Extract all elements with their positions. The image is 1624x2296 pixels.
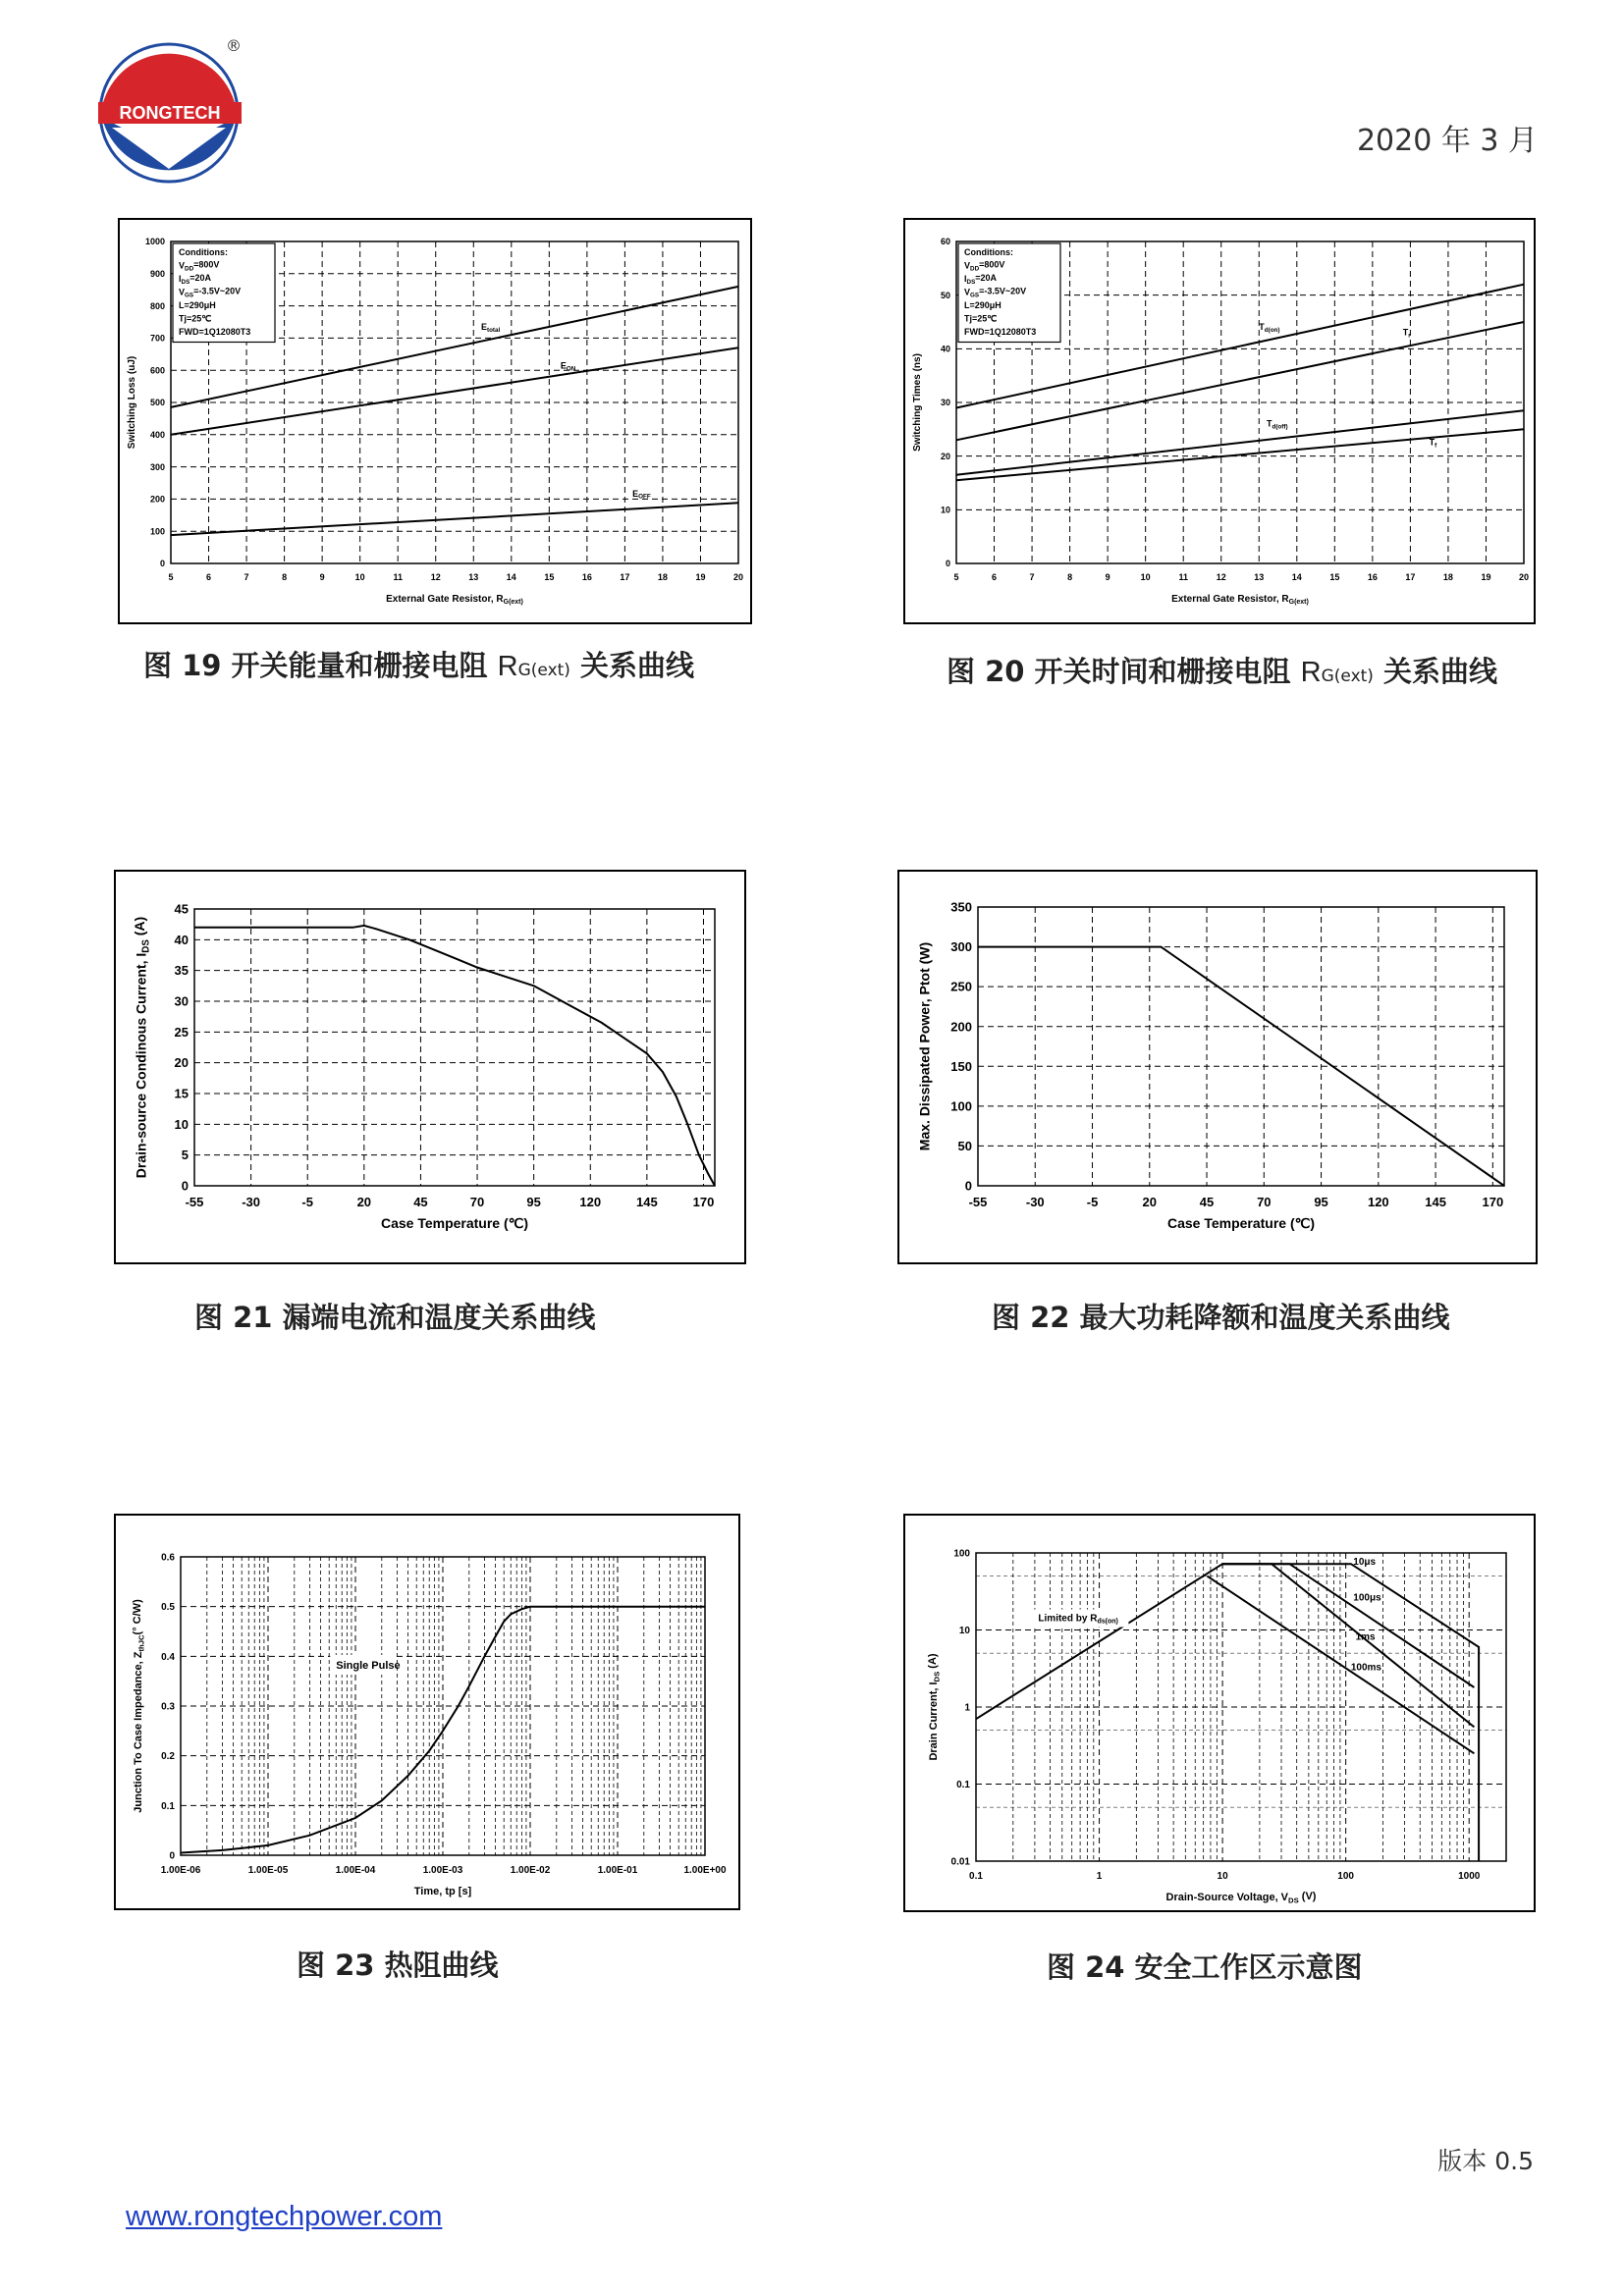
fig21-series-line-0 — [194, 926, 715, 1186]
fig20-condition-line-sub: DS — [966, 278, 976, 286]
fig20-xtick-label: 10 — [1140, 572, 1151, 582]
fig20-condition-line-suffix: =800V — [979, 259, 1005, 270]
fig19-ytick-label: 900 — [149, 268, 165, 279]
fig20-series-line-3 — [956, 429, 1524, 480]
fig22-ytick-label: 200 — [950, 1019, 972, 1035]
figure-23-chart — [114, 1514, 740, 1910]
fig19-series-label-2-sub: OFF — [638, 493, 651, 501]
fig23-ytick-label: 0.1 — [161, 1800, 175, 1812]
fig24-ylabel-main: Drain Current, I — [928, 1682, 940, 1761]
fig24-series-label-1-main: 10μs — [1353, 1557, 1377, 1569]
fig19-xtick-label: 12 — [430, 572, 441, 582]
fig21-ytick-label: 20 — [174, 1055, 189, 1071]
fig20-ytick-label: 10 — [940, 505, 950, 515]
fig21-xtick-label: 145 — [636, 1195, 658, 1209]
fig21-xtick-label: 95 — [526, 1195, 541, 1209]
fig19-xlabel-sub: G(ext) — [503, 599, 523, 607]
fig19-xtick-label: 5 — [168, 572, 174, 582]
fig24-xlabel — [1166, 1891, 1317, 1904]
fig22-xtick-label: -5 — [1086, 1195, 1099, 1209]
fig20-xtick-label: 11 — [1178, 572, 1188, 582]
fig19-condition-line-main: L=290μH — [179, 300, 216, 310]
fig20-xtick-label: 5 — [953, 572, 959, 582]
fig24-series-line-3 — [1222, 1564, 1474, 1727]
fig20-condition-line-sub: DD — [970, 265, 980, 273]
fig19-condition-line — [179, 247, 228, 257]
fig19-xtick-label: 8 — [282, 572, 288, 582]
fig21-ytick-label: 5 — [181, 1148, 189, 1163]
fig21-xlabel — [381, 1215, 528, 1231]
fig19-xtick-label: 14 — [506, 572, 516, 582]
fig20-series-label-3 — [1430, 438, 1438, 450]
fig20-series-label-2-main: T — [1266, 418, 1272, 429]
logo-mark — [98, 29, 245, 187]
fig23-xtick-label: 1.00E-04 — [335, 1865, 376, 1876]
fig24-annotation-main: Limited by R — [1038, 1613, 1098, 1625]
fig22-ytick-label: 150 — [950, 1058, 972, 1074]
fig21-xtick-label: -55 — [185, 1195, 204, 1209]
fig19-series-line-1 — [171, 347, 738, 435]
fig21-xtick-label: -30 — [242, 1195, 261, 1209]
fig19-xtick-label: 9 — [319, 572, 325, 582]
fig19-xtick-label: 17 — [620, 572, 630, 582]
fig21-xtick-label: 70 — [469, 1195, 485, 1209]
fig19-condition-line-sub: GS — [185, 292, 194, 299]
fig21-ytick-label: 40 — [174, 932, 189, 947]
fig19-xtick-label: 20 — [732, 572, 744, 582]
figure-20-chart — [903, 218, 1536, 624]
figure-21-svg — [116, 872, 744, 1262]
fig19-condition-line-sub: DS — [181, 278, 190, 286]
fig20-xtick-label: 9 — [1105, 572, 1110, 582]
fig23-ylabel — [132, 1599, 145, 1813]
fig24-xtick-label: 0.1 — [969, 1871, 983, 1882]
fig20-xlabel — [1171, 594, 1309, 606]
fig19-xtick-label: 19 — [695, 572, 706, 582]
fig19-xtick-label: 11 — [393, 572, 403, 582]
fig21-ytick-label: 10 — [174, 1116, 189, 1132]
fig22-xtick-label: -30 — [1025, 1195, 1045, 1209]
fig24-series-label-2-main: 100μs — [1353, 1592, 1381, 1604]
fig19-xtick-label: 16 — [581, 572, 592, 582]
fig21-ytick-label: 30 — [174, 993, 189, 1009]
fig21-xtick-label: 120 — [579, 1195, 602, 1209]
fig19-ytick-label: 700 — [149, 333, 165, 344]
fig22-xlabel — [1167, 1215, 1315, 1231]
fig19-ytick-label: 300 — [149, 461, 165, 472]
fig21-xtick-label: -5 — [301, 1195, 313, 1209]
fig19-ytick-label: 600 — [149, 365, 165, 376]
fig24-ytick-label: 0.1 — [956, 1780, 970, 1790]
fig24-xtick-label: 1000 — [1458, 1871, 1481, 1882]
fig23-ytick-label: 0.3 — [161, 1701, 175, 1713]
fig21-ytick-label: 15 — [174, 1086, 189, 1101]
figure-24-caption: 图 24 安全工作区示意图 — [1047, 1950, 1363, 1984]
fig22-xtick-label: 145 — [1425, 1195, 1446, 1209]
fig23-ytick-label: 0.2 — [161, 1751, 175, 1763]
fig19-series-label-0-sub: total — [486, 327, 501, 335]
fig19-series-line-2 — [171, 503, 738, 535]
fig24-ytick-label: 10 — [958, 1626, 970, 1636]
fig23-xtick-label: 1.00E-05 — [247, 1865, 289, 1876]
fig19-series-label-2 — [632, 489, 651, 501]
figure-23-svg — [116, 1516, 738, 1908]
fig20-xtick-label: 17 — [1405, 572, 1416, 582]
fig22-ylabel-main: Max. Dissipated Power, Ptot (W) — [916, 941, 933, 1151]
fig22-ytick-label: 100 — [950, 1098, 972, 1114]
fig23-grid — [181, 1557, 705, 1855]
fig22-xtick-label: 120 — [1367, 1195, 1389, 1209]
fig23-xtick-label: 1.00E+00 — [683, 1865, 727, 1876]
fig23-ylabel-sub: thJC — [136, 1634, 146, 1652]
fig21-ytick-label: 35 — [174, 963, 189, 979]
fig24-xlabel-suffix: (V) — [1298, 1891, 1317, 1903]
fig19-xtick-label: 18 — [657, 572, 668, 582]
fig19-series-label-1-main: E — [560, 360, 567, 371]
fig20-series-line-2 — [956, 410, 1524, 475]
fig20-series-label-1-sub: r — [1408, 332, 1411, 340]
fig20-xtick-label: 18 — [1442, 572, 1453, 582]
figure-22-svg — [899, 872, 1536, 1262]
fig19-xtick-label: 7 — [244, 572, 249, 582]
fig22-plot-frame — [978, 907, 1504, 1186]
fig22-xtick-label: 45 — [1199, 1195, 1215, 1209]
fig20-condition-line — [964, 314, 997, 324]
fig19-series-label-0 — [481, 322, 501, 334]
fig20-ytick-label: 50 — [940, 290, 950, 300]
fig23-xtick-label: 1.00E-03 — [422, 1865, 463, 1876]
fig23-xlabel-main: Time, tp [s] — [413, 1886, 472, 1897]
figure-19-svg — [120, 220, 750, 622]
fig20-condition-line-main: FWD=1Q12080T3 — [964, 327, 1037, 337]
fig20-xtick-label: 15 — [1329, 572, 1340, 582]
fig19-condition-line — [179, 314, 211, 324]
fig19-ytick-label: 1000 — [144, 237, 165, 247]
fig20-series-label-3-sub: f — [1435, 442, 1437, 450]
fig24-ylabel-suffix: (A) — [927, 1653, 940, 1672]
fig19-condition-line-suffix: =800V — [193, 259, 220, 270]
fig22-grid — [978, 907, 1504, 1186]
fig20-series-label-2 — [1267, 419, 1288, 431]
fig23-ylabel-main: Junction To Case Impedance, Z — [133, 1651, 144, 1813]
fig19-ytick-label: 100 — [149, 526, 165, 537]
fig20-series-label-1 — [1403, 328, 1412, 340]
document-date: 2020 年 3 月 — [1356, 124, 1538, 158]
fig19-series-label-1 — [561, 361, 576, 373]
fig23-ytick-label: 0.4 — [161, 1651, 175, 1663]
fig22-ytick-label: 300 — [950, 939, 972, 955]
fig24-series-label-4 — [1351, 1663, 1382, 1674]
fig20-xtick-label: 7 — [1029, 572, 1035, 582]
fig22-ytick-label: 350 — [950, 899, 972, 915]
fig20-ylabel-main: Switching Times (ns) — [912, 353, 924, 452]
fig19-condition-line — [179, 327, 250, 337]
fig20-condition-line-main: V — [964, 260, 971, 271]
fig21-xtick-label: 45 — [413, 1195, 428, 1209]
fig24-xtick-label: 10 — [1217, 1871, 1228, 1882]
fig20-ytick-label: 60 — [940, 237, 950, 247]
fig19-conditions-box — [173, 243, 275, 343]
registered-mark: ® — [226, 36, 242, 55]
fig20-series-label-3-main: T — [1429, 437, 1435, 448]
fig20-ytick-label: 40 — [940, 344, 950, 354]
fig20-series-label-0-sub: d(on) — [1264, 327, 1280, 335]
fig19-condition-line-main: I — [179, 274, 182, 284]
fig24-series-label-2 — [1353, 1593, 1381, 1604]
fig24-series-label-3-main: 1ms — [1355, 1631, 1376, 1643]
fig20-series-label-2-sub: d(off) — [1272, 423, 1288, 431]
fig23-xtick-label: 1.00E-06 — [160, 1865, 201, 1876]
fig22-xtick-label: 170 — [1482, 1195, 1504, 1209]
fig20-xtick-label: 8 — [1067, 572, 1073, 582]
fig19-condition-line-main: Conditions: — [179, 247, 228, 257]
fig22-xtick-label: 95 — [1314, 1195, 1328, 1209]
fig20-condition-line-suffix: =-3.5V~20V — [979, 286, 1027, 296]
fig20-xlabel-sub: G(ext) — [1288, 599, 1309, 607]
fig21-ylabel-main: Drain-source Condinous Current, I — [133, 952, 149, 1179]
fig20-condition-line-sub: GS — [970, 292, 980, 299]
fig20-condition-line-suffix: =20A — [975, 273, 998, 284]
fig23-xtick-label: 1.00E-01 — [597, 1865, 638, 1876]
figure-21-caption: 图 21 漏端电流和温度关系曲线 — [194, 1301, 596, 1334]
fig23-ylabel-suffix: (° C/W) — [132, 1599, 144, 1635]
fig20-series-label-0-main: T — [1259, 322, 1265, 333]
fig24-ytick-label: 1 — [964, 1702, 970, 1714]
fig20-condition-line-main: Conditions: — [964, 247, 1013, 257]
fig19-ytick-label: 500 — [149, 398, 165, 408]
fig24-xlabel-main: Drain-Source Voltage, V — [1165, 1892, 1289, 1903]
fig19-condition-line-sub: DD — [185, 265, 194, 273]
figure-23-caption: 图 23 热阻曲线 — [297, 1949, 499, 1982]
fig22-ylabel — [916, 942, 932, 1150]
fig22-ytick-label: 0 — [964, 1178, 972, 1194]
fig19-series-label-2-main: E — [632, 488, 639, 499]
fig24-ytick-label: 100 — [953, 1548, 970, 1560]
fig24-series-line-1 — [1222, 1564, 1479, 1861]
fig20-conditions-box — [958, 243, 1060, 343]
fig19-ytick-label: 400 — [149, 429, 165, 440]
fig20-xtick-label: 6 — [992, 572, 998, 582]
fig19-xtick-label: 10 — [354, 572, 365, 582]
fig19-condition-line-main: V — [179, 260, 186, 271]
fig23-annotation: Single Pulse — [336, 1660, 401, 1672]
fig20-xlabel-main: External Gate Resistor, R — [1171, 594, 1289, 605]
fig21-ylabel-sub: DS — [140, 939, 152, 953]
logo-text: RONGTECH — [119, 103, 221, 123]
fig24-series-label-3 — [1356, 1631, 1376, 1642]
figure-19-caption: 图 19 开关能量和栅接电阻 RG(ext) 关系曲线 — [143, 649, 695, 682]
fig19-condition-line-suffix: =20A — [189, 273, 212, 284]
fig24-annotation-sub: ds(on) — [1097, 1618, 1118, 1626]
fig19-condition-line-suffix: =-3.5V~20V — [193, 286, 242, 296]
fig20-ytick-label: 0 — [945, 559, 950, 569]
fig23-xtick-label: 1.00E-02 — [510, 1865, 551, 1876]
fig23-ytick-label: 0 — [169, 1850, 175, 1862]
fig19-xtick-label: 6 — [206, 572, 212, 582]
fig20-condition-line-main: Tj=25℃ — [964, 313, 998, 324]
fig22-xtick-label: 70 — [1257, 1195, 1272, 1209]
fig21-ylabel-suffix: (A) — [132, 916, 148, 940]
fig23-xlabel — [414, 1886, 472, 1897]
fig24-series-label-4-main: 100ms — [1350, 1662, 1381, 1674]
fig22-ytick-label: 50 — [957, 1138, 972, 1153]
fig20-xtick-label: 13 — [1254, 572, 1265, 582]
fig24-ylabel-sub: DS — [932, 1671, 942, 1682]
fig20-series-label-0 — [1259, 322, 1279, 334]
fig24-ylabel — [927, 1653, 941, 1760]
fig20-ytick-label: 20 — [940, 451, 950, 461]
fig20-xtick-label: 20 — [1518, 572, 1530, 582]
fig21-ytick-label: 25 — [174, 1024, 189, 1040]
figure-20-caption: 图 20 开关时间和栅接电阻 RG(ext) 关系曲线 — [947, 655, 1498, 688]
fig20-xtick-label: 19 — [1481, 572, 1491, 582]
fig20-xtick-label: 16 — [1367, 572, 1378, 582]
fig19-series-label-1-sub: ON — [566, 365, 576, 373]
fig19-condition-line — [179, 300, 216, 310]
fig19-xlabel-main: External Gate Resistor, R — [386, 594, 504, 605]
fig24-xtick-label: 100 — [1337, 1871, 1354, 1882]
fig19-ylabel — [127, 356, 137, 449]
fig19-ytick-label: 800 — [149, 300, 165, 311]
figure-24-chart — [903, 1514, 1536, 1912]
fig20-condition-line-main: V — [964, 287, 971, 297]
version-label: 版本 0.5 — [1437, 2147, 1534, 2175]
fig22-xtick-label: -55 — [968, 1195, 988, 1209]
fig24-xtick-label: 1 — [1096, 1871, 1103, 1882]
fig19-condition-line-main: FWD=1Q12080T3 — [179, 327, 251, 337]
fig19-xlabel — [386, 594, 523, 606]
fig20-ytick-label: 30 — [940, 398, 950, 408]
fig20-xtick-label: 14 — [1291, 572, 1302, 582]
fig21-ylabel — [132, 917, 151, 1178]
fig20-series-label-1-main: T — [1402, 327, 1409, 338]
fig20-condition-line — [964, 327, 1036, 337]
fig24-series-label-1 — [1353, 1557, 1376, 1568]
fig19-condition-line-main: Tj=25℃ — [179, 313, 212, 324]
fig20-condition-line — [964, 300, 1001, 310]
fig21-ytick-label: 45 — [174, 901, 189, 917]
fig21-ytick-label: 0 — [181, 1178, 189, 1194]
figure-21-chart — [114, 870, 746, 1264]
fig19-ytick-label: 0 — [159, 559, 165, 569]
fig19-xtick-label: 13 — [468, 572, 479, 582]
figure-19-chart — [118, 218, 752, 624]
fig19-ytick-label: 200 — [149, 494, 165, 505]
fig19-condition-line-main: V — [179, 287, 186, 297]
fig21-xtick-label: 170 — [692, 1195, 715, 1209]
fig23-ytick-label: 0.6 — [161, 1552, 175, 1564]
rongtech-logo — [98, 29, 245, 187]
fig22-ytick-label: 250 — [950, 979, 972, 994]
fig23-ytick-label: 0.5 — [161, 1602, 175, 1614]
fig19-series-label-0-main: E — [480, 322, 487, 333]
fig24-ytick-label: 0.01 — [950, 1856, 970, 1868]
fig19-xtick-label: 15 — [544, 572, 555, 582]
fig24-xlabel-sub: DS — [1288, 1896, 1299, 1905]
fig22-xlabel-main: Case Temperature (℃) — [1166, 1215, 1316, 1231]
figure-20-svg — [905, 220, 1534, 622]
figure-24-svg — [905, 1516, 1534, 1910]
website-link[interactable]: www.rongtechpower.com — [126, 2201, 443, 2232]
fig24-series-line-4 — [1207, 1576, 1474, 1754]
fig20-condition-line-main: L=290μH — [964, 300, 1001, 310]
fig20-xtick-label: 12 — [1216, 572, 1226, 582]
fig20-condition-line-main: I — [964, 274, 967, 284]
fig21-xlabel-main: Case Temperature (℃) — [380, 1215, 529, 1231]
figure-22-caption: 图 22 最大功耗降额和温度关系曲线 — [992, 1301, 1450, 1334]
fig20-condition-line — [964, 247, 1013, 257]
fig22-xtick-label: 20 — [1142, 1195, 1158, 1209]
fig19-ylabel-main: Switching Loss (uJ) — [127, 355, 138, 450]
fig20-ylabel — [912, 353, 923, 452]
figure-22-chart — [897, 870, 1538, 1264]
fig21-xtick-label: 20 — [356, 1195, 372, 1209]
